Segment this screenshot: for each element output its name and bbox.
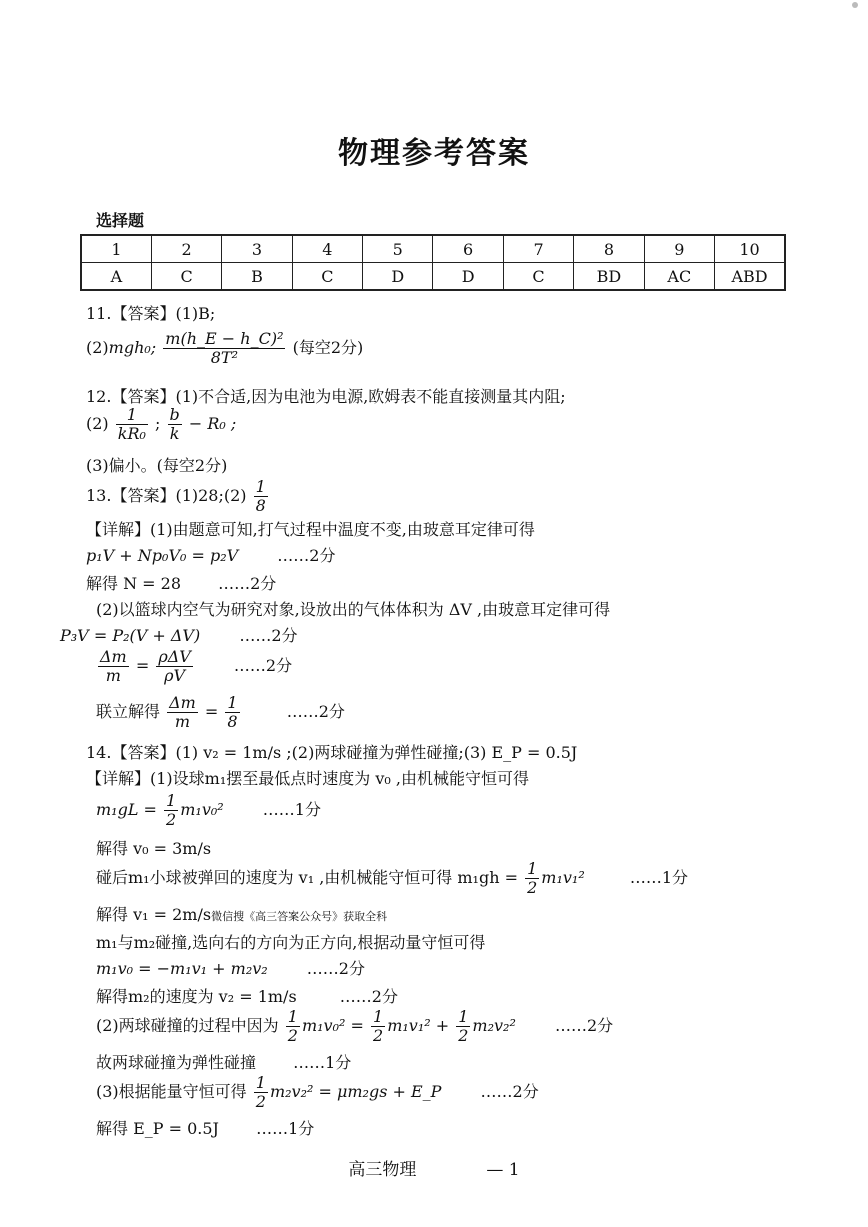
q14-conclusion [96,1050,351,1073]
half-den: 2 [458,1026,469,1045]
q11-answer: 11.【答案】(1)B; [86,304,216,323]
q14-solve-1: 解得 v₀ = 3m/s [96,839,212,858]
table-cell: 3 [222,235,292,263]
q12-frac2-den: k [169,424,180,443]
half-den: 2 [166,810,177,829]
q14-answer: 14.【答案】(1) v₂ = 1m/s ;(2)两球碰撞为弹性碰撞;(3) E_P = 0.5J [86,743,578,762]
watermark-text: 微信搜《高三答案公众号》获取全科 [211,910,388,923]
q14-eq1-right: m₁v₀² [180,800,224,819]
half-num: 1 [458,1007,469,1026]
page-footer [0,1155,868,1180]
q14-rebound-score: ……1分 [629,868,689,887]
q14-conclusion-score: ……1分 [293,1053,352,1072]
table-cell: ABD [715,263,785,291]
q14-solve2: 解得 v₁ = 2m/s [96,905,212,924]
q14-momentum-eq [96,956,365,979]
q14-p3-rest: m₂v₂² = μm₂gs + E_P [269,1082,442,1101]
q13-answer-fraction [254,478,268,515]
q14-p2-half-2 [371,1008,385,1045]
q14-momentum-score: ……2分 [306,959,365,978]
q14-p2-half-3 [456,1008,470,1045]
q14-eq1-half [164,792,178,829]
q13-eq3-den-l: m [105,666,121,685]
table-cell: 6 [433,235,503,263]
half-num: 1 [255,1073,266,1092]
q11-score-note: (每空2分) [292,338,364,357]
q13-frac-num: 1 [255,477,266,496]
q14-solve4: 解得 E_P = 0.5J [96,1119,219,1138]
footer-subject: 高三物理 [348,1160,417,1180]
page-title: 物理参考答案 [338,136,530,171]
table-cell: C [292,263,362,291]
q14-p2-half-1 [286,1008,300,1045]
q13-equation-3: $\frac{\Delta m}{m}$ = $\frac{\text{ρΔV}}{\rho V}$ ……2分 [100,647,293,685]
q13-eq3-num-l: Δm [100,647,127,666]
table-cell: C [151,263,221,291]
half-den: 2 [287,1026,298,1045]
half-num: 1 [373,1007,384,1026]
q13-frac-den: 8 [255,496,266,515]
table-cell: BD [574,263,644,291]
q13-solve2-score: ……2分 [286,702,345,721]
q14-solve-3 [96,984,398,1007]
q14-part2 [96,1008,613,1045]
q14-rebound [96,860,688,897]
q13-solve2-num-l: Δm [169,693,196,712]
page-number: — 1 [486,1160,520,1180]
q14-p3-score: ……2分 [480,1082,539,1101]
table-cell: 8 [574,235,644,263]
q13-eq3-right [156,648,193,685]
q13-eq2-score: ……2分 [239,626,298,645]
table-cell: 7 [503,235,573,263]
q13-eq3-score: ……2分 [233,656,293,675]
q13-solve2-den-r: 8 [227,712,238,731]
q13-eq1-score: ……2分 [277,546,336,565]
table-cell: B [222,263,292,291]
q14-solve3: 解得m₂的速度为 v₂ = 1m/s [96,987,297,1006]
table-cell: 2 [151,235,221,263]
q13-eq3-den-r: ρV [164,666,186,685]
q12-separator: ; [155,414,161,433]
q14-part3 [96,1074,539,1111]
half-den: 2 [373,1026,384,1045]
q14-momentum-expr: m₁v₀ = −m₁v₁ + m₂v₂ [96,959,268,978]
q12-part3: (3)偏小。(每空2分) [86,456,228,475]
q13-answer [86,478,270,515]
section-label: 选择题 [96,211,145,230]
q13-solve2-left [167,694,198,731]
q14-part2-prefix: (2)两球碰撞的过程中因为 [96,1016,279,1035]
q11-fraction [163,330,285,367]
q14-p2-term2: m₁v₁² + [387,1016,450,1035]
q13-solve1: 解得 N = 28 [86,574,182,593]
q14-solve3-score: ……2分 [339,987,398,1006]
q13-solve2-num-r: 1 [227,693,238,712]
table-cell: AC [644,263,714,291]
q12-tail: − R₀ ; [188,414,237,433]
q12-fraction-1 [116,406,148,443]
q14-conclusion-text: 故两球碰撞为弹性碰撞 [96,1053,257,1072]
table-cell: A [81,263,151,291]
q13-detail-2: (2)以篮球内空气为研究对象,设放出的气体体积为 ΔV ,由玻意耳定律可得 [96,600,611,619]
corner-dot [852,2,858,8]
table-cell: 5 [363,235,433,263]
q12-frac2-num: b [169,405,180,424]
table-cell: C [503,263,573,291]
q13-eq2: P₃V = P₂(V + ΔV) [60,626,201,645]
q11-frac-num: m(h_E − h_C)² [165,329,284,348]
table-cell: 4 [292,235,362,263]
q12-frac1-num: 1 [116,406,148,425]
q13-eq3-num-r: ρΔV [158,647,191,666]
q13-solve-1 [86,571,276,594]
q11-part2 [86,330,363,367]
q13-equation-1 [86,543,335,566]
q13-answer-prefix: 13.【答案】(1)28;(2) [86,486,247,505]
q14-rebound-text: 碰后m₁小球被弹回的速度为 v₁ ,由机械能守恒可得 m₁gh = [96,868,519,887]
q14-equation-1 [96,792,321,829]
q13-solve2-right [225,694,239,731]
q12-part2-prefix: (2) [86,414,109,433]
q14-p2-term1: m₁v₀² = [301,1016,364,1035]
q12-fraction-2 [168,406,182,443]
q14-solve-4 [96,1116,314,1139]
q14-p3-half [254,1074,268,1111]
q14-rebound-right: m₁v₁² [541,868,585,887]
q13-eq1: p₁V + Np₀V₀ = p₂V [86,546,239,565]
q13-eq3-left [98,648,129,685]
half-den: 2 [255,1092,266,1111]
q13-solve2-prefix: 联立解得 [96,702,161,721]
table-cell: 1 [81,235,151,263]
table-cell: D [363,263,433,291]
q14-p2-score: ……2分 [554,1016,614,1035]
q13-detail-1: 【详解】(1)由题意可知,打气过程中温度不变,由玻意耳定律可得 [86,520,535,539]
q14-rebound-half [525,860,539,897]
q14-solve4-score: ……1分 [256,1119,315,1138]
q13-solve2-den-l: m [174,712,191,731]
q11-frac-den: 8T² [210,348,239,367]
q13-solve-2: 联立解得 $\frac{\Delta m}{m}$ = $\frac{1}{8}$ ……2分 [96,693,345,731]
table-row-answers [81,263,785,291]
q14-eq1-left: m₁gL = [96,800,157,819]
mc-answer-table [80,234,786,291]
q14-p2-term3: m₂v₂² [472,1016,516,1035]
q11-expr1: mgh₀; [108,338,157,357]
q14-solve-2 [96,902,387,925]
half-num: 1 [287,1007,298,1026]
table-cell: 9 [644,235,714,263]
q14-momentum-intro: m₁与m₂碰撞,选向右的方向为正方向,根据动量守恒可得 [96,933,486,952]
q14-eq1-score: ……1分 [262,800,321,819]
table-cell: 10 [715,235,785,263]
q12-frac1-den: kR₀ [117,424,146,443]
q13-equation-2 [60,623,298,646]
table-cell: D [433,263,503,291]
q14-part3-prefix: (3)根据能量守恒可得 [96,1082,247,1101]
half-num: 1 [527,859,538,878]
q14-detail-1: 【详解】(1)设球m₁摆至最低点时速度为 v₀ ,由机械能守恒可得 [86,769,529,788]
table-row-numbers [81,235,785,263]
q11-part2-prefix: (2) [86,338,109,357]
q13-solve1-score: ……2分 [218,574,277,593]
q12-part2 [86,406,236,443]
half-num: 1 [166,791,177,810]
q12-answer: 12.【答案】(1)不合适,因为电池为电源,欧姆表不能直接测量其内阻; [86,387,566,406]
half-den: 2 [527,878,538,897]
